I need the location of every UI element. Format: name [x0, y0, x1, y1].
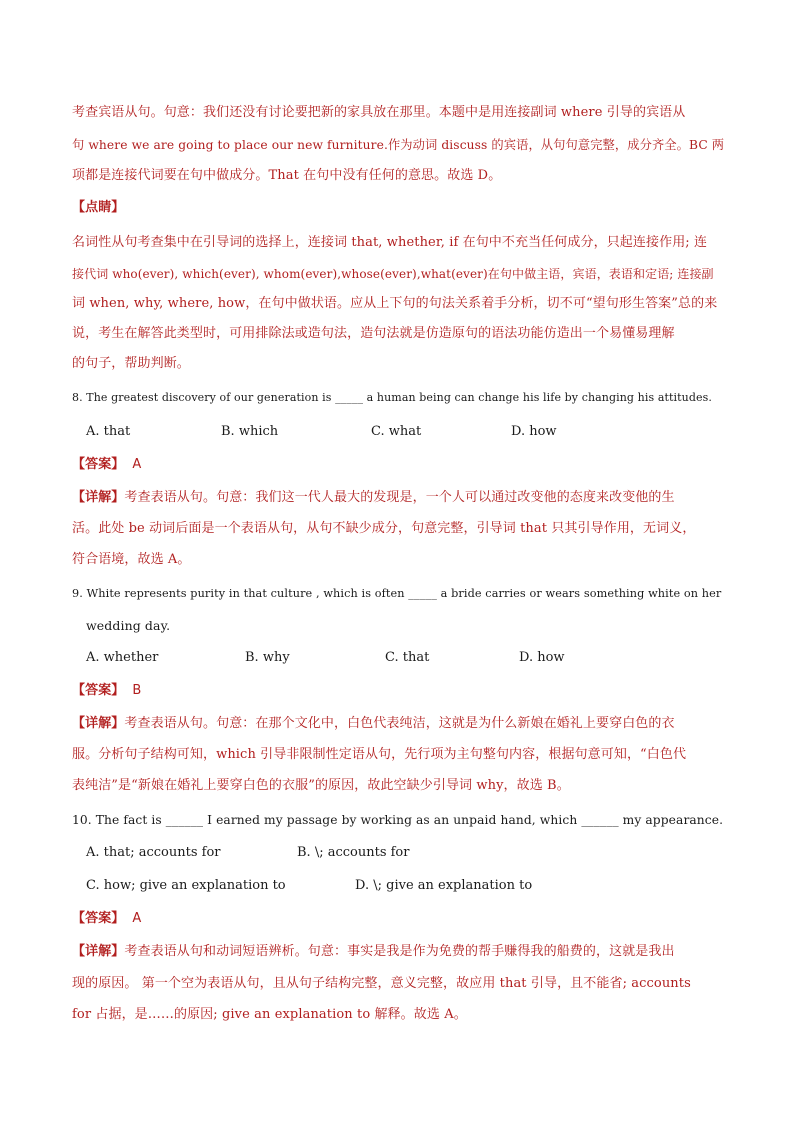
- q10-answer-value: A: [132, 911, 142, 926]
- analysis-q7-line-1: 考查宾语从句。句意：我们还没有讨论要把新的家具放在那里。本题中是用连接副词 where 引导的宾语从: [72, 105, 686, 120]
- q8-detail-line-3: 符合语境，故选 A。: [72, 552, 191, 567]
- q10-detail-tag: 【详解】: [72, 944, 125, 959]
- q9-option-a: A. whether: [86, 650, 159, 665]
- pointer-tag: 【点睛】: [72, 200, 125, 215]
- analysis-q7-line-3: 项都是连接代词要在句中做成分。That 在句中没有任何的意思。故选 D。: [72, 168, 502, 183]
- q8-detail-line-2: 活。此处 be 动词后面是一个表语从句，从句不缺少成分，句意完整，引导词 that 只其引导作用，无词义，: [72, 521, 696, 536]
- q10-detail-line-2: 现的原因。 第一个空为表语从句，且从句子结构完整，意义完整，故应用 that 引导，且不能省; accounts: [72, 976, 691, 991]
- q9-answer-value: B: [132, 683, 142, 698]
- analysis-q7-line-2: 句 where we are going to place our new furniture.作为动词 discuss 的宾语，从句句意完整，成分齐全。BC 两: [72, 138, 725, 152]
- q9-option-d: D. how: [519, 650, 565, 665]
- q9-detail-line-1: [72, 714, 724, 734]
- q10-option-d: D. \; give an explanation to: [355, 878, 533, 893]
- q10-answer: [72, 909, 724, 929]
- pointer-line-3: 词 when, why, where, how，在句中做状语。应从上下句的句法关系着手分析，切不可“望句形生答案”总的来: [72, 296, 718, 311]
- q8-option-a: A. that: [86, 424, 131, 439]
- q8-answer: [72, 455, 724, 475]
- q8-answer-value: A: [132, 457, 142, 472]
- q8-detail-line-1: [72, 488, 724, 508]
- q9-detail-line-2: 服。分析句子结构可知，which 引导非限制性定语从句，先行项为主句整句内容，根据句意可知，“白色代: [72, 747, 687, 762]
- q10-option-c: C. how; give an explanation to: [86, 878, 286, 893]
- pointer-line-1: 名词性从句考查集中在引导词的选择上，连接词 that, whether, if 在句中不充当任何成分，只起连接作用; 连: [72, 235, 708, 250]
- q9-detail-text-1: 考查表语从句。句意：在那个文化中，白色代表纯洁，这就是为什么新娘在婚礼上要穿白色的衣: [124, 716, 675, 731]
- q10-answer-tag: 【答案】: [72, 911, 125, 926]
- q9-detail-tag: 【详解】: [72, 716, 125, 731]
- q8-option-d: D. how: [511, 424, 557, 439]
- q8-option-b: B. which: [221, 424, 279, 439]
- q8-stem: 8. The greatest discovery of our generation is _____ a human being can change his life by changing his attitudes.: [72, 391, 712, 404]
- q10-detail-text-1: 考查表语从句和动词短语辨析。句意：事实是我是作为免费的帮手赚得我的船费的，这就是我出: [124, 944, 675, 959]
- q9-stem-line-1: 9. White represents purity in that culture , which is often _____ a bride carries or wears something white on her: [72, 587, 722, 600]
- pointer-line-4: 说，考生在解答此类型时，可用排除法或造句法，造句法就是仿造原句的语法功能仿造出一个易懂易理解: [72, 326, 675, 341]
- q8-answer-tag: 【答案】: [72, 457, 125, 472]
- q8-option-c: C. what: [371, 424, 422, 439]
- q9-answer-tag: 【答案】: [72, 683, 125, 698]
- pointer-line-5: 的句子，帮助判断。: [72, 356, 190, 371]
- pointer-line-2: 接代词 who(ever), which(ever), whom(ever),whose(ever),what(ever)在句中做主语，宾语，表语和定语; 连接副: [72, 267, 714, 281]
- q9-answer: [72, 681, 724, 701]
- q9-stem-line-2: wedding day.: [86, 618, 171, 633]
- q10-detail-line-1: [72, 942, 724, 962]
- q9-option-b: B. why: [245, 650, 290, 665]
- q10-option-a: A. that; accounts for: [86, 845, 221, 860]
- pointer-heading: [72, 198, 724, 218]
- q10-detail-line-3: for 占据，是……的原因; give an explanation to 解释。故选 A。: [72, 1007, 467, 1022]
- q8-detail-tag: 【详解】: [72, 490, 125, 505]
- q9-option-c: C. that: [385, 650, 430, 665]
- q8-detail-text-1: 考查表语从句。句意：我们这一代人最大的发现是，一个人可以通过改变他的态度来改变他的生: [124, 490, 675, 505]
- q10-stem: 10. The fact is ______ I earned my passage by working as an unpaid hand, which ______ my appearance.: [72, 813, 724, 827]
- q9-detail-line-3: 表纯洁”是“新娘在婚礼上要穿白色的衣服”的原因，故此空缺少引导词 why，故选 B。: [72, 778, 570, 793]
- q10-option-b: B. \; accounts for: [297, 845, 410, 860]
